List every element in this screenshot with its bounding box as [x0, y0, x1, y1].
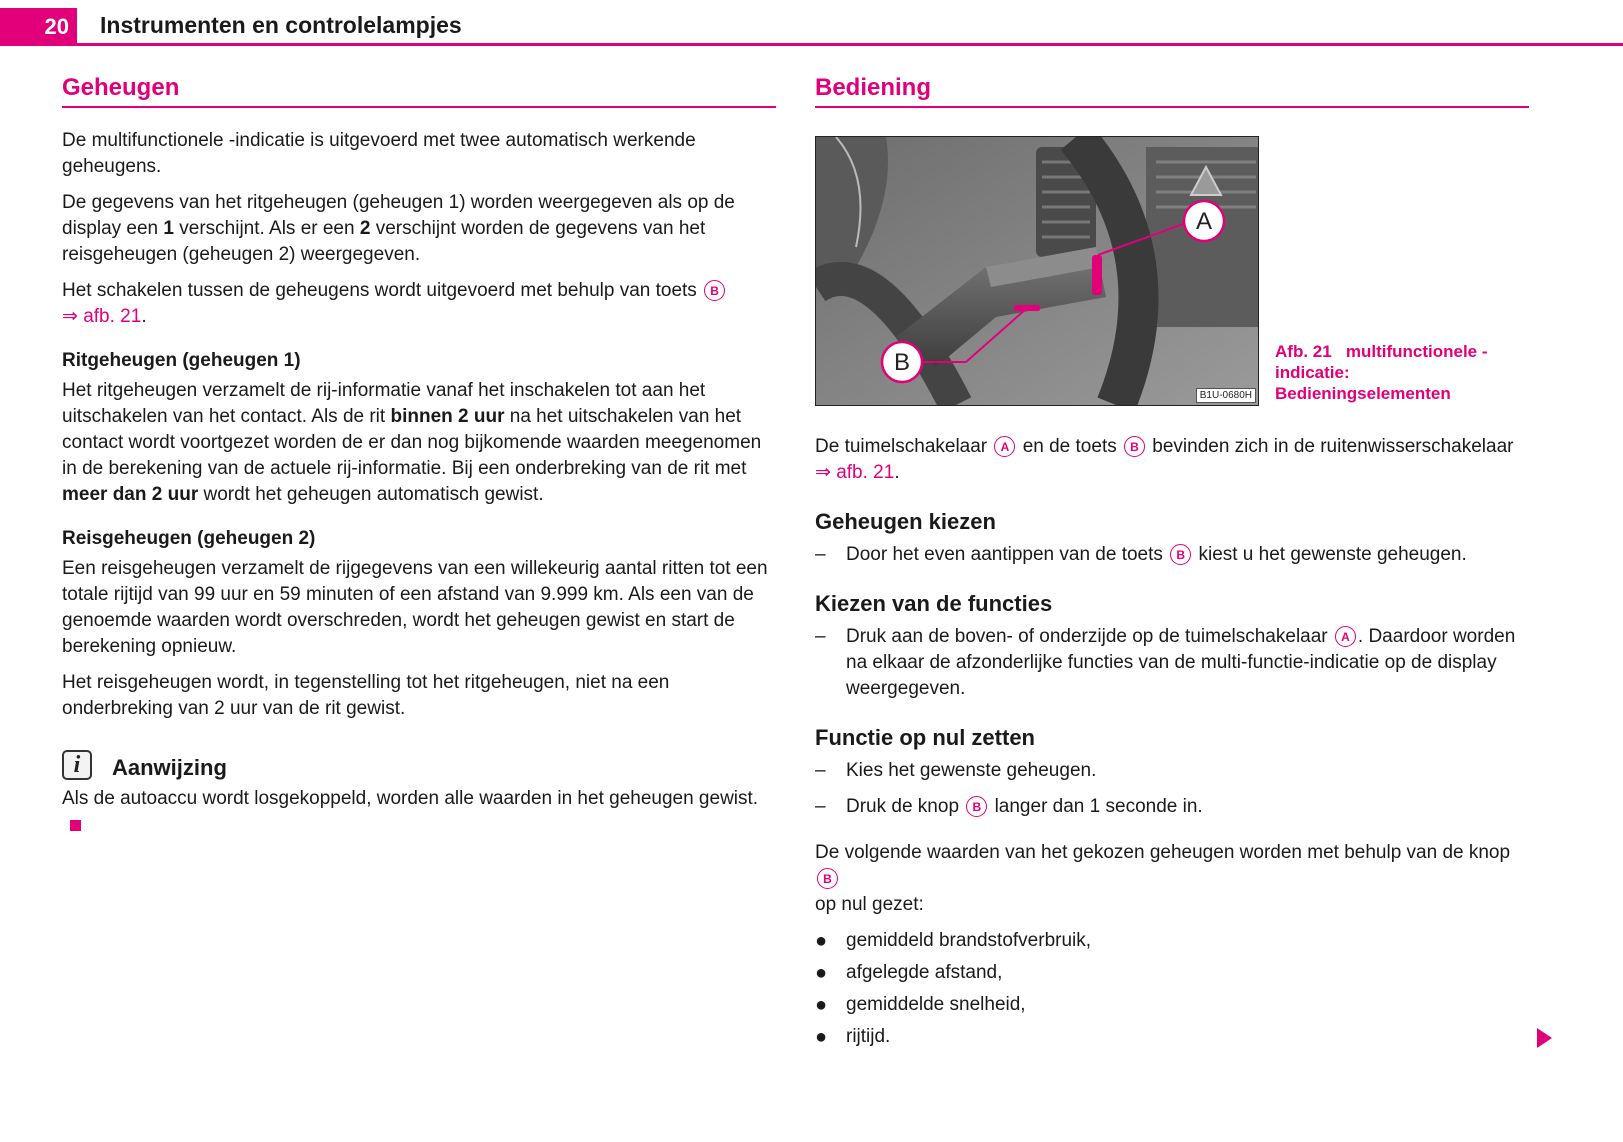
paragraph: Het ritgeheugen verzamelt de rij-informatie vanaf het inschakelen tot aan het uitschakelen van het contact. Als de rit binnen 2 uur na het uitschakelen van het contact wordt voortgezet worden de er dan nog bijkomende waarden meegenomen in de berekening van de actuele rij-informatie. Bij een onderbreking van de rit met meer dan 2 uur wordt het geheugen automatisch gewist.	[62, 380, 762, 505]
paragraph: De gegevens van het ritgeheugen (geheugen 1) worden weergegeven als op de display een 1 verschijnt. Als er een 2 verschijnt worden de gegevens van het reisgeheugen (geheugen 2) weergegeven.	[62, 192, 735, 265]
paragraph: De tuimelschakelaar A en de toets B bevinden zich in de ruitenwisserschakelaar ⇒ afb. 21.	[815, 436, 1514, 483]
subheading-kiezen-functies: Kiezen van de functies	[815, 591, 1053, 616]
list-item: – Door het even aantippen van de toets B kiest u het gewenste geheugen.	[815, 544, 1467, 565]
key-b-symbol: B	[1170, 544, 1191, 565]
subheading-ritgeheugen: Ritgeheugen (geheugen 1)	[62, 350, 301, 371]
key-b-symbol: B	[1124, 436, 1145, 457]
subheading-geheugen-kiezen: Geheugen kiezen	[815, 509, 996, 534]
steering-lever-illustration	[816, 137, 1258, 405]
page-header	[0, 0, 1623, 46]
list-item: – Druk de knop B langer dan 1 seconde in.	[815, 796, 1203, 817]
note-title: Aanwijzing	[112, 755, 227, 780]
paragraph: De multifunctionele -indicatie is uitgevoerd met twee automatisch werkende geheugens.	[62, 130, 696, 177]
note-text: Als de autoaccu wordt losgekoppeld, worden alle waarden in het geheugen gewist.	[62, 786, 776, 838]
header-rule	[0, 43, 1623, 46]
list-item: ● afgelegde afstand,	[815, 962, 1003, 984]
end-square-icon	[70, 820, 81, 831]
key-a-symbol: A	[994, 436, 1015, 457]
next-page-arrow-icon[interactable]	[1537, 1028, 1552, 1048]
chapter-title: Instrumenten en controlelampjes	[100, 12, 462, 38]
figure-caption: Afb. 21 multifunctionele -indicatie: Bedieningselementen	[1275, 342, 1488, 403]
key-b-symbol: B	[704, 280, 725, 301]
paragraph: Een reisgeheugen verzamelt de rijgegevens van een willekeurig aantal ritten tot een totale rijtijd van 99 uur en 59 minuten of een afstand van 9.999 km. Als een van de genoemde waarden wordt overschreden, wordt het geheugen gewist en start de berekening opnieuw.	[62, 558, 768, 657]
key-b-symbol: B	[966, 796, 987, 817]
list-item: – Kies het gewenste geheugen.	[815, 760, 1097, 781]
figure-code: B1U-0680H	[1196, 388, 1256, 403]
figure-image	[815, 136, 1259, 406]
callout-a-label: A	[1195, 208, 1213, 235]
key-b-symbol: B	[817, 868, 838, 889]
figure-row	[815, 136, 1529, 406]
left-column	[62, 70, 776, 848]
list-item: ● rijtijd.	[815, 1026, 891, 1048]
right-column	[815, 70, 1529, 1056]
paragraph: De volgende waarden van het gekozen geheugen worden met behulp van de knop B op nul gezet:	[815, 842, 1511, 915]
section-heading-geheugen: Geheugen	[62, 70, 776, 108]
list-item: – Druk aan de boven- of onderzijde op de tuimelschakelaar A . Daardoor worden na elkaar de afzonderlijke functies van de multi-functie-indicatie op de display weergegeven.	[815, 626, 1516, 699]
section-heading-bediening: Bediening	[815, 70, 1529, 108]
subheading-functie-nul: Functie op nul zetten	[815, 725, 1035, 750]
key-a-symbol: A	[1335, 626, 1356, 647]
bullet-list	[815, 928, 1529, 1050]
paragraph: Het reisgeheugen wordt, in tegenstelling tot het ritgeheugen, niet na een onderbreking van 2 uur van de rit gewist.	[62, 672, 670, 719]
note-box	[62, 754, 776, 838]
subheading-reisgeheugen: Reisgeheugen (geheugen 2)	[62, 528, 316, 549]
figure-reference-link[interactable]: ⇒ afb. 21	[815, 462, 895, 483]
paragraph: Het schakelen tussen de geheugens wordt uitgevoerd met behulp van toets B ⇒ afb. 21.	[62, 278, 776, 330]
figure-reference-link[interactable]: ⇒ afb. 21	[62, 306, 142, 327]
callout-b-label: B	[893, 349, 911, 376]
list-item: ● gemiddelde snelheid,	[815, 994, 1026, 1016]
page-number: 20	[0, 8, 77, 44]
info-icon: i	[62, 750, 92, 780]
list-item: ● gemiddeld brandstofverbruik,	[815, 930, 1092, 952]
